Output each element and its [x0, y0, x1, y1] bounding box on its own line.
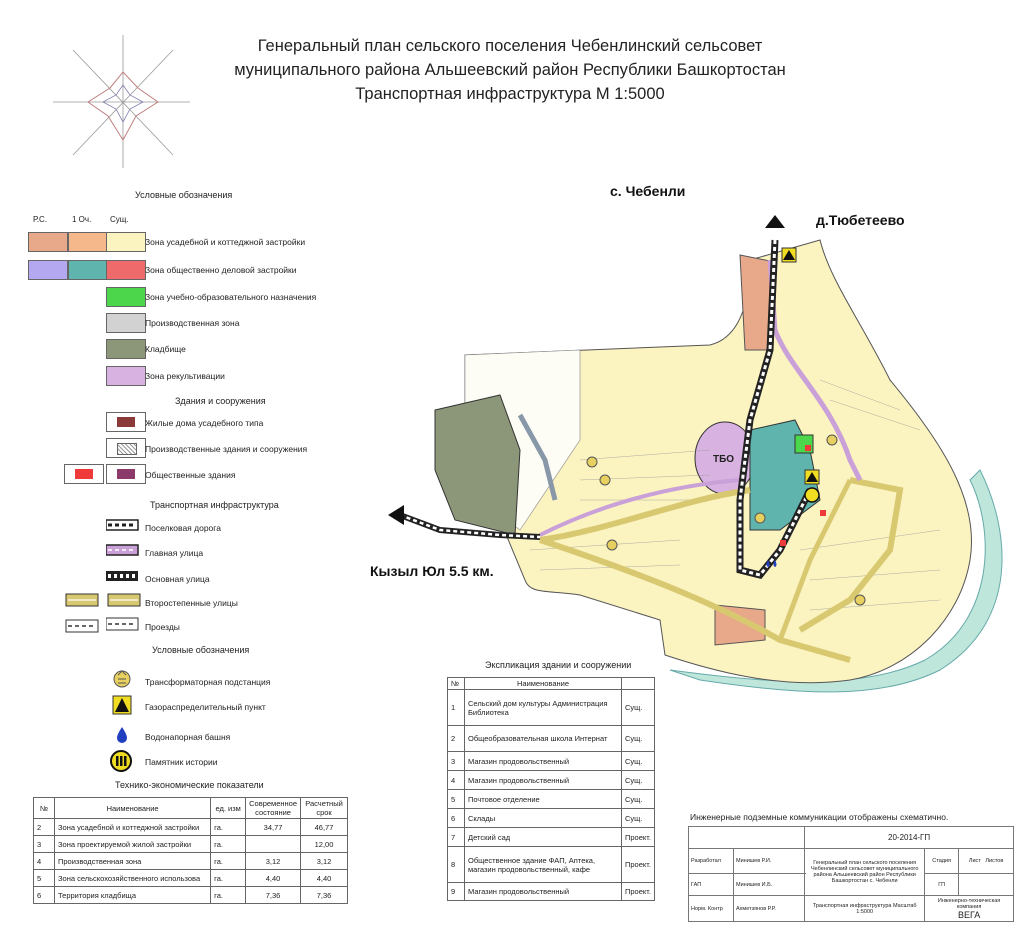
table-row: 2 Зона усадебной и коттеджной застройки га. 34,77 46,77: [34, 819, 348, 836]
table-row: 4 Производственная зона га. 3,12 3,12: [34, 853, 348, 870]
stamp-person: Минишев И.Б.: [734, 874, 805, 896]
swatch-residential-1och: [68, 232, 108, 252]
table-row: 1 Сельский дом культуры Администрация Библиотека Сущ.: [448, 690, 655, 726]
settlement-map: [380, 200, 1024, 710]
stamp-sheet-header: Лист: [968, 858, 981, 865]
legend-zone-public: Зона общественно деловой застройки: [145, 265, 297, 275]
map-transformer-icon: [587, 457, 597, 467]
tep-h-no: №: [34, 798, 55, 819]
swatch-houses-frame: [106, 412, 146, 432]
legend-transport-title: Транспортная инфраструктура: [150, 500, 279, 510]
stamp-person: Ахметзянов Р.Р.: [734, 896, 805, 922]
legend-main-street: Главная улица: [145, 548, 204, 558]
map-title: [180, 34, 840, 106]
transport-swatches-secondary: [64, 590, 144, 640]
swatch-public-1och: [68, 260, 108, 280]
explication-header-row: № Наименование: [448, 678, 655, 690]
table-row: 6 Территория кладбища га. 7,36 7,36: [34, 887, 348, 904]
legend-zone-industrial: Производственная зона: [145, 318, 240, 328]
swatch-residential-rs: [28, 232, 68, 252]
tep-header-row: [34, 798, 348, 819]
stamp-stage-header: Стадия: [925, 848, 959, 874]
legend-driveways: Проезды: [145, 622, 180, 632]
legend-zone-recultivation: Зона рекультивации: [145, 371, 225, 381]
stamp-person: Минишев Р.И.: [734, 848, 805, 874]
table-row: 5 Зона сельскохозяйственного использова га. 4,40 4,40: [34, 870, 348, 887]
legend-settlement-road: Поселковая дорога: [145, 523, 221, 533]
swatch-recultivation: [106, 366, 146, 386]
cemetery-zone: [435, 395, 520, 535]
legend-water-tower: Водонапорная башня: [145, 732, 231, 742]
tep-h-name: Наименование: [55, 798, 211, 819]
gas-point-icon: [112, 695, 132, 715]
stamp-company-label: Инженерно-техническая компания: [937, 897, 1001, 910]
legend-title: Условные обозначения: [135, 190, 233, 200]
legend-zone-residential: Зона усадебной и коттеджной застройки: [145, 237, 306, 247]
legend-gas-point: Газораспределительный пункт: [145, 702, 266, 712]
explication-table: [447, 677, 655, 901]
legend-col-1och: 1 Оч.: [72, 215, 92, 224]
wind-rose-icon: [48, 30, 198, 170]
water-tower-icon: [114, 726, 130, 744]
north-arrow-icon: [765, 215, 785, 228]
legend-col-sush: Сущ.: [110, 215, 129, 224]
stamp-role: Норм. Контр: [689, 896, 734, 922]
legend-col-rs: Р.С.: [33, 215, 48, 224]
stamp-sheet-title: Транспортная инфраструктура Масштаб 1:5000: [805, 896, 925, 922]
legend-public-buildings: Общественные здания: [145, 470, 236, 480]
west-destination-label: Кызыл Юл 5.5 км.: [370, 563, 494, 579]
swatch-public-rs: [28, 260, 68, 280]
monument-icon: [110, 750, 132, 772]
legend-monument: Памятник истории: [145, 757, 218, 767]
legend-basic-street: Основная улица: [145, 574, 210, 584]
legend-industrial-buildings: Производственные здания и сооружения: [145, 444, 308, 454]
table-row: 3 Магазин продовольственный Сущ.: [448, 752, 655, 771]
swatch-cemetery: [106, 339, 146, 359]
swatch-industrial-buildings: [106, 438, 146, 458]
title-line-2: муниципального района Альшеевский район Республики Башкортостан: [234, 61, 786, 79]
village-label: с. Чебенли: [610, 183, 686, 199]
swatch-education: [106, 287, 146, 307]
swatch-public-buildings: [106, 464, 146, 484]
stamp-sheets-header: Листов: [985, 858, 1004, 865]
table-row: 9 Магазин продовольственный Проект.: [448, 883, 655, 901]
map-transformer-icon: [855, 595, 865, 605]
stamp-code: 20-2014-ГП: [805, 827, 1014, 849]
legend-zone-cemetery: Кладбище: [145, 344, 186, 354]
explication-title: Экспликация здании и сооружении: [485, 660, 632, 670]
table-row: 2 Общеобразовательная школа Интернат Сущ.: [448, 726, 655, 752]
legend-secondary-streets: Второстепенные улицы: [145, 598, 238, 608]
map-transformer-icon: [600, 475, 610, 485]
tep-table: [33, 797, 348, 904]
tep-h-unit: ед. изм: [211, 798, 246, 819]
transformer-icon: [112, 668, 132, 690]
map-transformer-icon: [827, 435, 837, 445]
legend-transformer: Трансформаторная подстанция: [145, 677, 271, 687]
stamp-company: ВЕГА: [957, 909, 981, 920]
legend-zone-education: Зона учебно-образовательного назначения: [145, 292, 317, 302]
table-row: 6 Склады Сущ.: [448, 809, 655, 828]
title-line-3: Транспортная инфраструктура М 1:5000: [355, 85, 665, 103]
swatch-public-sush: [106, 260, 146, 280]
stamp-description: Генеральный план сельского поселения Чебенлинский сельсовет муниципального района Альшеевский район Республики Башкортостан с. Чебенли: [805, 848, 925, 895]
stamp-role: ГАП: [689, 874, 734, 896]
table-row: 4 Магазин продовольственный Сущ.: [448, 771, 655, 790]
communications-note: Инженерные подземные коммуникации отображены схематично.: [690, 812, 949, 822]
tbo-label: ТБО: [713, 454, 735, 465]
stamp-stage: ГП: [925, 874, 959, 896]
title-line-1: Генеральный план сельского поселения Чебенлинский сельсовет: [257, 37, 763, 55]
table-row: 8 Общественное здание ФАП, Аптека, магазин продовольственный, кафе Проект.: [448, 847, 655, 883]
table-row: 3 Зона проектируемой жилой застройки га. 12,00: [34, 836, 348, 853]
swatch-residential-sush: [106, 232, 146, 252]
map-transformer-icon: [755, 513, 765, 523]
north-destination-label: д.Тюбетеево: [816, 212, 905, 228]
legend-houses: Жилые дома усадебного типа: [145, 418, 264, 428]
stamp-role: Разработал: [689, 848, 734, 874]
tep-title: Технико-экономические показатели: [115, 780, 264, 790]
table-row: 7 Детский сад Проект.: [448, 828, 655, 847]
map-transformer-icon: [607, 540, 617, 550]
tep-h-current: Современное состояние: [246, 798, 301, 819]
swatch-industrial: [106, 313, 146, 333]
legend-symbols-title: Условные обозначения: [152, 645, 250, 655]
west-arrow-icon: [388, 505, 404, 525]
tep-h-target: Расчетный срок: [301, 798, 348, 819]
table-row: 5 Почтовое отделение Сущ.: [448, 790, 655, 809]
title-stamp: [688, 826, 1014, 922]
legend-buildings-title: Здания и сооружения: [175, 396, 266, 406]
swatch-public-buildings-rs: [64, 464, 104, 484]
map-monument-icon: [805, 488, 819, 502]
